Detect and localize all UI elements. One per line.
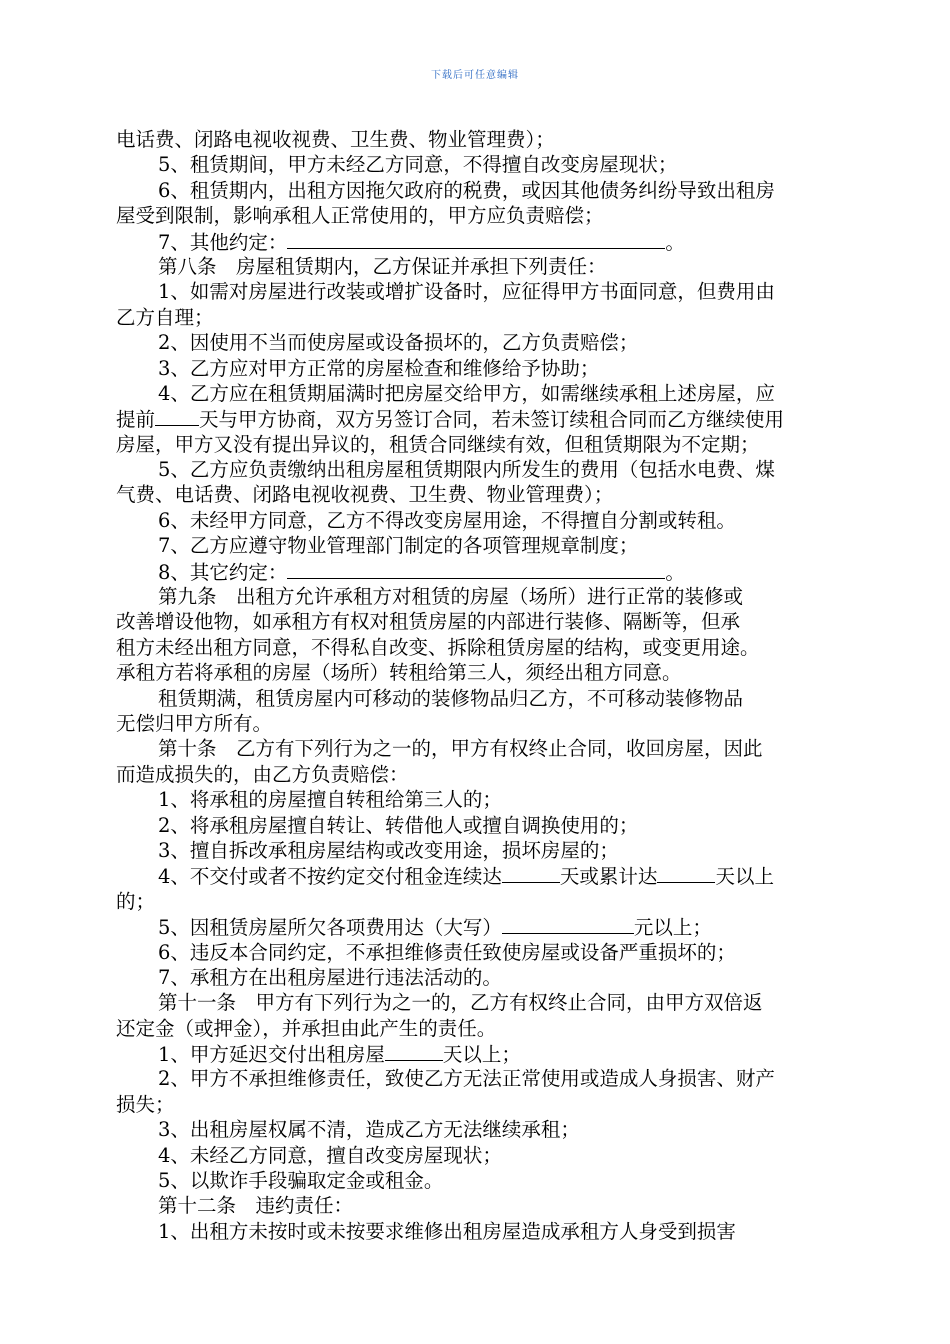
fill-in-blank xyxy=(287,559,665,579)
fill-in-blank xyxy=(502,863,560,883)
line-text: 6、违反本合同约定，不承担维修责任致使房屋或设备严重损坏的； xyxy=(158,940,736,964)
text-line xyxy=(116,686,868,711)
text-line xyxy=(116,940,868,965)
line-text: 1、将承租的房屋擅自转租给第三人的； xyxy=(158,788,502,812)
line-text: 4、未经乙方同意，擅自改变房屋现状； xyxy=(158,1143,502,1167)
line-text: 电话费、闭路电视收视费、卫生费、物业管理费）； xyxy=(116,128,555,151)
line-text: 5、因租赁房屋所欠各项费用达（大写） xyxy=(158,916,502,940)
line-text: 5、乙方应负责缴纳出租房屋租赁期限内所发生的费用（包括水电费、煤 xyxy=(158,458,775,482)
line-text: 第十二条 违约责任： xyxy=(158,1194,354,1218)
line-text: 无偿归甲方所有。 xyxy=(116,711,273,735)
text-line xyxy=(116,813,868,838)
text-line xyxy=(116,305,868,330)
text-line xyxy=(116,533,868,558)
line-text: 承租方若将承租的房屋（场所）转租给第三人，须经出租方同意。 xyxy=(116,661,682,685)
text-line xyxy=(116,863,868,888)
line-text: 3、出租房屋权属不清，造成乙方无法继续承租； xyxy=(158,1118,580,1142)
line-text: 还定金（或押金），并承担由此产生的责任。 xyxy=(116,1016,497,1040)
line-text: 4、不交付或者不按约定交付租金连续达 xyxy=(158,865,502,889)
text-line xyxy=(116,609,868,634)
line-text: 7、其他约定： xyxy=(158,230,288,254)
line-text: 4、乙方应在租赁期届满时把房屋交给甲方，如需继续承租上述房屋，应 xyxy=(158,381,775,405)
line-text: 6、租赁期内，出租方因拖欠政府的税费，或因其他债务纠纷导致出租房 xyxy=(158,178,775,202)
line-text: 改善增设他物，如承租方有权对租赁房屋的内部进行装修、隔断等，但承 xyxy=(116,610,741,634)
line-text: 屋受到限制，影响承租人正常使用的，甲方应负责赔偿； xyxy=(116,204,604,228)
line-text: 3、乙方应对甲方正常的房屋检查和维修给予协助； xyxy=(158,356,600,380)
text-line xyxy=(116,330,868,355)
line-text-after-blank: 天以上； xyxy=(442,1043,521,1067)
text-line xyxy=(116,838,868,863)
line-text: 第八条 房屋租赁期内，乙方保证并承担下列责任： xyxy=(158,254,607,278)
text-line xyxy=(116,1193,868,1218)
text-line xyxy=(116,1219,868,1244)
text-line xyxy=(116,1041,868,1066)
text-line xyxy=(116,381,868,406)
line-text: 3、擅自拆改承租房屋结构或改变用途，损坏房屋的； xyxy=(158,838,619,862)
line-text-after-blank: 天与甲方协商，双方另签订合同，若未签订续租合同而乙方继续使用 xyxy=(199,408,785,432)
line-text-after-blank: 天或累计达 xyxy=(559,865,658,889)
line-text: 损失； xyxy=(116,1092,175,1116)
text-line xyxy=(116,889,868,914)
text-line xyxy=(116,1168,868,1193)
text-line xyxy=(116,559,868,584)
fill-in-blank xyxy=(502,914,634,934)
line-text: 租方未经出租方同意，不得私自改变、拆除租赁房屋的结构，或变更用途。 xyxy=(116,635,760,659)
text-line xyxy=(116,1117,868,1142)
line-text: 1、甲方延迟交付出租房屋 xyxy=(158,1043,385,1067)
line-text: 气费、电话费、闭路电视收视费、卫生费、物业管理费）； xyxy=(116,483,614,507)
line-text: 2、因使用不当而使房屋或设备损坏的，乙方负责赔偿； xyxy=(158,331,639,355)
line-text: 房屋，甲方又没有提出异议的，租赁合同继续有效，但租赁期限为不定期； xyxy=(116,432,760,456)
line-text-after-blank: 元以上； xyxy=(633,916,712,940)
text-line xyxy=(116,635,868,660)
fill-in-blank xyxy=(657,863,715,883)
text-line xyxy=(116,584,868,609)
text-line xyxy=(116,203,868,228)
text-line xyxy=(116,762,868,787)
text-line xyxy=(116,660,868,685)
text-line xyxy=(116,482,868,507)
text-line xyxy=(116,508,868,533)
line-text: 而造成损失的，由乙方负责赔偿： xyxy=(116,762,409,786)
line-text: 第十条 乙方有下列行为之一的，甲方有权终止合同，收回房屋，因此 xyxy=(158,737,763,761)
text-line xyxy=(116,736,868,761)
text-line xyxy=(116,279,868,304)
line-text: 租赁期满，租赁房屋内可移动的装修物品归乙方，不可移动装修物品 xyxy=(158,686,744,710)
line-text: 7、承租方在出租房屋进行违法活动的。 xyxy=(158,965,502,989)
text-line xyxy=(116,152,868,177)
line-text: 5、租赁期间，甲方未经乙方同意，不得擅自改变房屋现状； xyxy=(158,153,678,177)
line-text-after-blank: 。 xyxy=(665,230,685,254)
line-text: 第九条 出租方允许承租方对租赁的房屋（场所）进行正常的装修或 xyxy=(158,585,744,609)
line-text: 提前 xyxy=(116,408,156,432)
fill-in-blank xyxy=(385,1041,443,1061)
line-text-after-blank: 天以上 xyxy=(715,865,774,889)
text-line xyxy=(116,1092,868,1117)
line-text: 的； xyxy=(116,889,156,913)
line-text: 乙方自理； xyxy=(116,305,214,329)
text-line xyxy=(116,127,868,152)
line-text: 8、其它约定： xyxy=(158,560,288,584)
text-line xyxy=(116,178,868,203)
text-line xyxy=(116,711,868,736)
line-text: 第十一条 甲方有下列行为之一的，乙方有权终止合同，由甲方双倍返 xyxy=(158,991,763,1015)
text-line xyxy=(116,457,868,482)
text-line xyxy=(116,406,868,431)
text-line xyxy=(116,914,868,939)
line-text: 6、未经甲方同意，乙方不得改变房屋用途，不得擅自分割或转租。 xyxy=(158,508,736,532)
line-text: 5、以欺诈手段骗取定金或租金。 xyxy=(158,1169,444,1193)
text-line xyxy=(116,1066,868,1091)
text-line xyxy=(116,787,868,812)
line-text: 7、乙方应遵守物业管理部门制定的各项管理规章制度； xyxy=(158,534,639,558)
contract-body xyxy=(116,127,868,1244)
text-line xyxy=(116,356,868,381)
text-line xyxy=(116,1016,868,1041)
fill-in-blank xyxy=(155,406,199,426)
line-text: 1、出租方未按时或未按要求维修出租房屋造成承租方人身受到损害 xyxy=(158,1219,736,1243)
text-line xyxy=(116,432,868,457)
line-text-after-blank: 。 xyxy=(665,560,685,584)
text-line xyxy=(116,1143,868,1168)
line-text: 2、将承租房屋擅自转让、转借他人或擅自调换使用的； xyxy=(158,813,639,837)
text-line xyxy=(116,965,868,990)
text-line xyxy=(116,990,868,1015)
page-header: 下载后可任意编辑 xyxy=(431,70,519,81)
text-line xyxy=(116,254,868,279)
fill-in-blank xyxy=(287,229,665,249)
text-line xyxy=(116,229,868,254)
line-text: 2、甲方不承担维修责任，致使乙方无法正常使用或造成人身损害、财产 xyxy=(158,1067,775,1091)
line-text: 1、如需对房屋进行改装或增扩设备时，应征得甲方书面同意，但费用由 xyxy=(158,280,775,304)
